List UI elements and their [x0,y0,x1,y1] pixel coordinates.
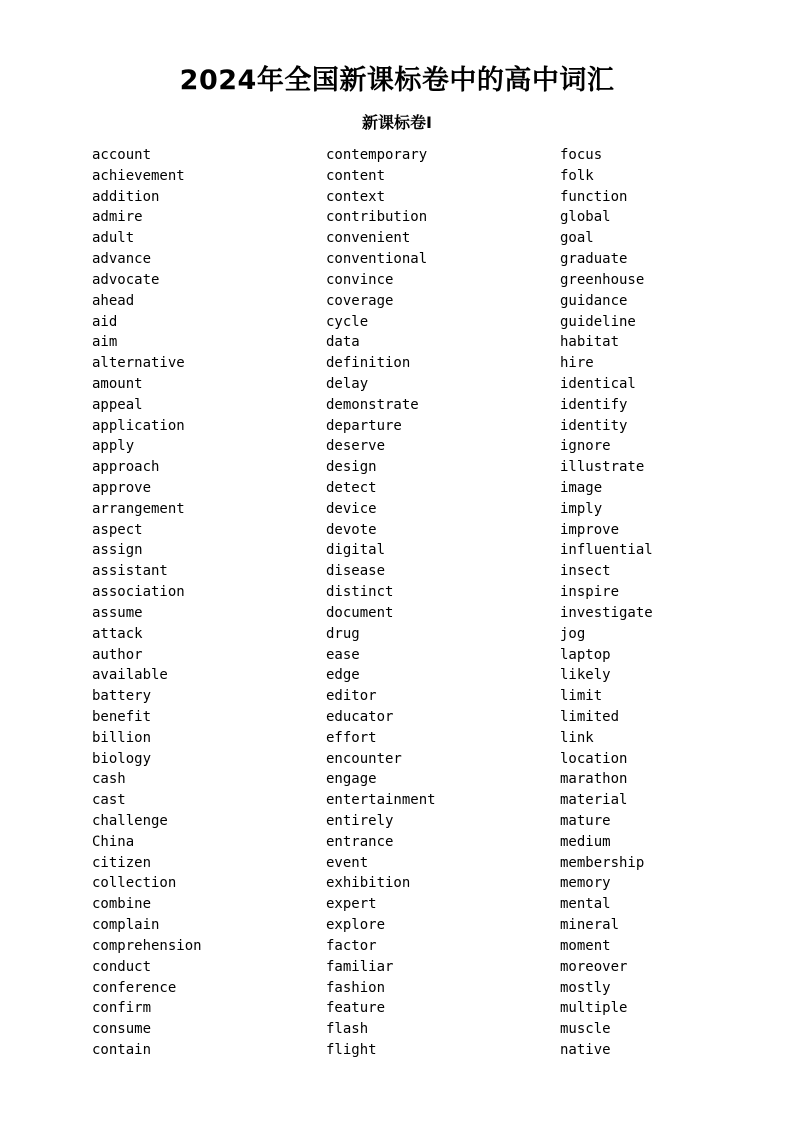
word-item: identify [560,396,628,413]
word-item: conduct [92,958,152,975]
word-item: content [326,167,386,184]
word-item: encounter [326,750,402,767]
word-item: design [326,459,377,476]
word-item: digital [326,542,386,559]
word-item: editor [326,688,377,705]
word-item: jog [560,625,586,642]
word-item: limit [560,688,603,705]
word-item: material [560,792,628,809]
word-item: memory [560,875,611,892]
word-item: cast [92,792,126,809]
word-item: author [92,646,143,663]
word-item: entirely [326,813,394,829]
word-item: greenhouse [560,271,645,288]
word-item: entrance [326,833,394,850]
word-item: investigate [560,604,653,621]
word-item: aspect [92,521,143,538]
word-item: moment [560,937,611,954]
word-item: battery [92,688,152,705]
section-title: 新课标卷I [362,113,432,132]
word-item: link [560,729,594,746]
word-item: identity [560,417,628,434]
word-item: mature [560,813,611,829]
word-item: available [92,667,168,684]
word-item: challenge [92,813,168,829]
word-item: disease [326,563,386,580]
word-item: distinct [326,584,394,601]
word-item: flight [326,1041,377,1058]
word-item: laptop [560,646,611,663]
word-item: consume [92,1021,152,1038]
word-item: event [326,854,369,871]
page-title: 2024年全国新课标卷中的高中词汇 [179,65,615,96]
word-item: ahead [92,292,135,309]
word-item: aid [92,313,118,330]
word-item: hire [560,355,594,372]
word-item: conference [92,979,177,996]
word-item: likely [560,667,611,684]
word-column-3 [560,145,653,1061]
word-item: feature [326,1000,386,1017]
word-item: conventional [326,251,428,268]
word-item: illustrate [560,459,645,476]
word-item: departure [326,417,402,434]
word-item: contemporary [326,147,428,163]
word-item: edge [326,667,360,684]
word-item: educator [326,708,394,725]
word-item: location [560,750,628,767]
word-item: contain [92,1041,152,1058]
word-item: aim [92,334,118,351]
word-item: definition [326,355,411,372]
word-item: membership [560,854,645,871]
word-item: improve [560,521,620,538]
word-item: alternative [92,355,185,372]
word-item: goal [560,230,594,247]
word-item: account [92,147,152,163]
word-item: ignore [560,438,611,455]
word-item: folk [560,167,594,184]
word-item: expert [326,896,377,913]
word-item: global [560,209,611,226]
word-item: citizen [92,854,152,871]
word-item: complain [92,917,160,934]
word-item: mental [560,896,611,913]
word-item: collection [92,875,177,892]
word-item: exhibition [326,875,411,892]
word-item: contribution [326,209,428,226]
word-item: marathon [560,771,628,788]
word-item: admire [92,209,143,226]
word-item: familiar [326,958,394,975]
word-item: inspire [560,584,620,601]
word-item: addition [92,188,160,205]
word-item: data [326,334,360,351]
word-item: adult [92,230,135,247]
word-item: detect [326,480,377,496]
word-item: assistant [92,563,168,580]
word-item: guidance [560,292,628,309]
word-item: arrangement [92,500,185,517]
word-item: fashion [326,979,386,996]
word-item: devote [326,521,377,538]
word-item: factor [326,937,377,954]
word-item: approve [92,480,152,496]
word-item: benefit [92,708,152,725]
word-item: entertainment [326,792,436,809]
word-item: mostly [560,979,611,996]
word-item: biology [92,750,152,767]
word-item: identical [560,375,636,392]
word-item: assume [92,604,143,621]
word-item: confirm [92,1000,152,1017]
word-item: comprehension [92,937,202,954]
word-item: document [326,604,394,621]
word-item: convince [326,271,394,288]
word-item: apply [92,438,135,455]
word-item: native [560,1041,611,1058]
word-item: association [92,584,185,601]
word-item: application [92,417,185,434]
word-item: medium [560,833,611,850]
word-item: engage [326,771,377,788]
word-item: amount [92,375,143,392]
word-item: influential [560,542,653,559]
word-item: cycle [326,313,369,330]
word-item: limited [560,708,620,725]
word-item: moreover [560,958,628,975]
word-item: cash [92,771,126,788]
word-item: assign [92,542,143,559]
word-item: habitat [560,334,620,351]
word-item: focus [560,147,603,163]
word-item: attack [92,625,143,642]
word-item: context [326,188,386,205]
word-item: graduate [560,251,628,268]
word-item: guideline [560,313,636,330]
word-item: achievement [92,167,185,184]
word-item: delay [326,375,369,392]
word-item: advocate [92,271,160,288]
word-item: imply [560,500,603,517]
word-item: China [92,833,135,850]
word-item: explore [326,917,386,934]
word-item: effort [326,729,377,746]
word-item: billion [92,729,152,746]
word-item: appeal [92,396,143,413]
word-item: function [560,188,628,205]
word-item: insect [560,563,611,580]
word-item: flash [326,1021,369,1038]
word-item: convenient [326,230,411,247]
word-item: coverage [326,292,394,309]
word-item: advance [92,251,152,268]
word-item: multiple [560,1000,628,1017]
word-item: drug [326,625,360,642]
word-item: ease [326,646,360,663]
word-item: combine [92,896,152,913]
word-item: approach [92,459,160,476]
word-column-2 [326,145,436,1061]
word-item: muscle [560,1021,611,1038]
word-column-1 [92,145,202,1061]
word-item: image [560,480,603,496]
word-item: device [326,500,377,517]
word-item: demonstrate [326,396,419,413]
word-item: mineral [560,917,620,934]
word-item: deserve [326,438,386,455]
